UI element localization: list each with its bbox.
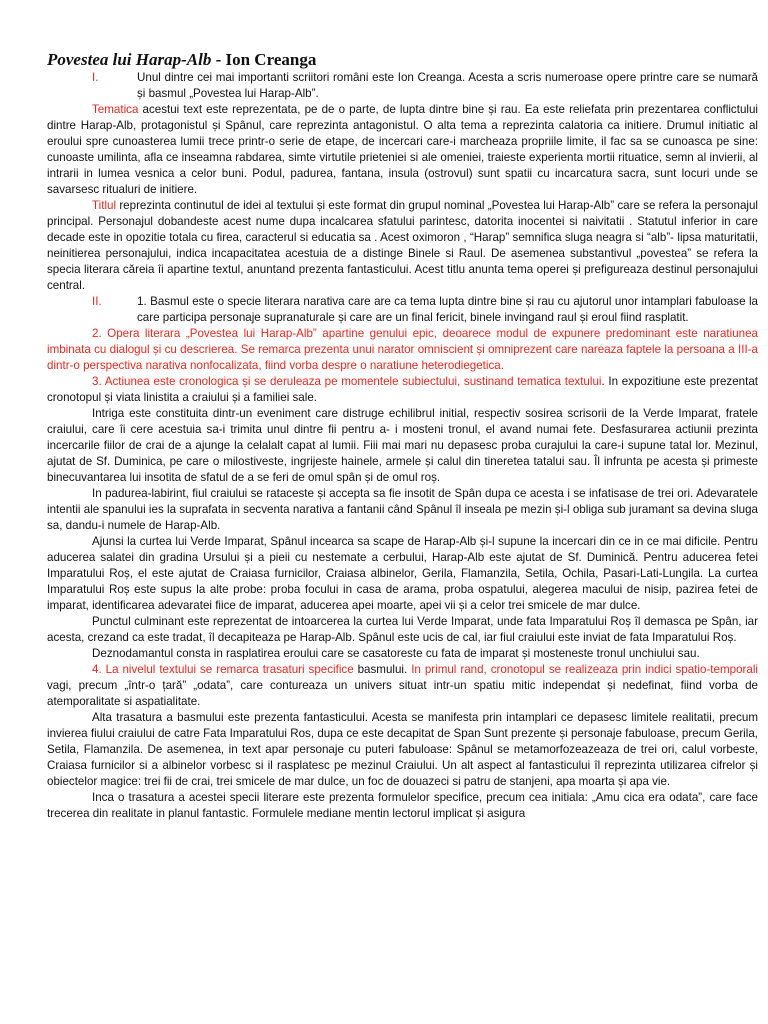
paragraph-actiunea xyxy=(47,374,758,406)
paragraph-fantastic xyxy=(47,710,758,790)
title-work: Povestea lui Harap-Alb xyxy=(47,50,212,69)
title-author: - Ion Creanga xyxy=(211,50,317,69)
paragraph-text: vagi, precum „într-o țară” „odata”, care contureaza un univers situat intr-un spatiu mitic independat și nedefinat, fiind vorba de atemporalitate si aspatialitate. xyxy=(47,679,758,708)
document-title xyxy=(47,50,758,70)
highlight-text: 2. Opera literara „Povestea lui Harap-Alb” apartine genului epic, deoarece modul de expunere predominant este naratiunea imbinata cu dialogul și cu descrierea. Se remarca prezenta unui narator omniscient și omniprezent care nareaza faptele la persoana a III-a dintr-o perspectiva narativa nonfocalizata, fiind vorba despre o naratiune heterodiegetica. xyxy=(47,327,758,372)
paragraph-incercari xyxy=(47,534,758,614)
paragraph-genre xyxy=(47,326,758,374)
paragraph-text: reprezinta continutul de idei al textului și este format din grupul nominal „Povestea lui Harap-Alb” care se refera la personajul principal. Personajul dobandeste acest nume dupa incalcarea sfatului parintesc, datorita inocentei si naivitatii . Statutul inferior in care decade este in opozitie totala cu firea, caracterul si educatia sa . Acest oximoron , “Harap” semnifica sluga neagra si “alb”- lipsa maturitatii, neinitierea personajului, indica incapacitatea acestuia de a distinge Binele si Raul. De asemenea substantivul „povestea” se refera la specia literara căreia îi apartine textul, anuntand prezenta fantasticului. Acest titlu anunta tema operei și prefigureaza destinul personajului central. xyxy=(47,199,758,292)
section-number: II. xyxy=(92,295,102,308)
highlight-text: 3. Actiunea este cronologica și se deruleaza pe momentele subiectului, sustinand tematica textului xyxy=(92,375,602,388)
paragraph-punct-culminant xyxy=(47,614,758,646)
section-number: I. xyxy=(92,71,99,84)
paragraph-section-1 xyxy=(47,70,758,102)
paragraph-text: Deznodamantul consta in rasplatirea eroului care se casatoreste cu fata de imparat și mosteneste tronul unchiului sau. xyxy=(92,647,700,660)
paragraph-section-2 xyxy=(47,294,758,326)
paragraph-intriga xyxy=(47,406,758,486)
highlight-text: In primul rand, cronotopul se realizeaza prin indici spatio-temporali xyxy=(411,663,758,676)
paragraph-text: Alta trasatura a basmului este prezenta fantasticului. Acesta se manifesta prin intamplari ce depasesc limitele realitatii, precum invierea fiului craiului de catre Fata Imparatului Ros, dupa ce este decapitat de Span Sunt prezente și personaje fabuloase, precum Gerila, Setila, Flamanzila. De asemenea, in text apar personaje cu puteri fabuloase: Spânul se metamorfozeazeaza de trei ori, calul vorbeste, Craiasa furnicilor si a albinelor vorbesc si il rasplatesc pe mezinul Craiului. Un alt aspect al fantasticului îl reprezinta utilizarea cifrelor și obiectelor magice: trei fii de crai, trei smicele de mar dulce, un foc de douazeci si patru de stanjeni, apa moarta și apa vie. xyxy=(47,711,758,788)
paragraph-text: Unul dintre cei mai importanti scriitori români este Ion Creanga. Acesta a scris numeroase opere printre care se numară și basmul „Povestea lui Harap-Alb”. xyxy=(137,71,758,100)
paragraph-formule xyxy=(47,790,758,822)
paragraph-titlul xyxy=(47,198,758,294)
paragraph-deznodamant xyxy=(47,646,758,662)
paragraph-text: Punctul culminant este reprezentat de intoarcerea la curtea lui Verde Imparat, unde fata Imparatului Roș îl demasca pe Spân, iar acesta, crezand ca este tradat, îl decapiteaza pe Harap-Alb. Spânul este ucis de cal, iar fiul craiului este inviat de fata Imparatului Roș. xyxy=(47,615,758,644)
paragraph-text: Intriga este constituita dintr-un eveniment care distruge echilibrul initial, respectiv sosirea scrisorii de la Verde Imparat, fratele craiului, care îi cere acestuia sa-i trimita unul dintre fii pentru a- i mosteni tronul, el avand numai fete. Desfasurarea actiunii prezinta incercarile fiilor de crai de a ajunge la celalalt capat al lumii. Fiii mai mari nu depasesc proba curajului la care-i supune tatal lor. Mezinul, ajutat de Sf. Duminica, pe care o milostiveste, ingrijeste hainele, armele și calul din tineretea tatalui sau. Îl infrunta pe acesta și primeste binecuvantarea lui insotita de sfatul de a se feri de omul spân și de omul roș. xyxy=(47,407,758,484)
paragraph-tematica xyxy=(47,102,758,198)
paragraph-text: 1. Basmul este o specie literara narativa care are ca tema lupta dintre bine și rau cu ajutorul unor intamplari fabuloase la care participa personaje supranaturale și care are un final fericit, binele invingand raul și eroul fiind rasplatit. xyxy=(137,295,758,324)
paragraph-text: Inca o trasatura a acestei specii literare este prezenta formulelor specifice, precum cea initiala: „Amu cica era odata”, care face trecerea din realitate in planul fantastic. Formulele mediane mentin lectorul implicat și asigura xyxy=(47,791,758,820)
highlight-text: 4. La nivelul textului se remarca trasaturi specifice xyxy=(92,663,354,676)
paragraph-text: acestui text este reprezentata, pe de o parte, de lupta dintre bine și rau. Ea este reliefata prin prezentarea conflictului dintre Harap-Alb, protagonistul și Spânul, care reprezinta antagonistul. O alta tema a reprezinta calatoria ca initiere. Drumul initiatic al eroului spre cunoasterea lumii trece printr-o serie de etape, de incercari care-i marcheaza propriile limite, il fac sa se cunoasca pe sine: cunoaste umilinta, afla ce inseamna rabdarea, simte virtutile prieteniei si ale omeniei, traieste experienta mortii rituatice, semn al invierii, al intrarii in lumea vesnica a celor buni. Podul, padurea, fantana, insula (ostrovul) sunt spatii cu incarcatura sacra, sunt locuri unde se savarsesc ritualuri de initiere. xyxy=(47,103,758,196)
paragraph-text: . In expozitiune este prezentat cronotopul și viata linistita a craiului și a familiei sale. xyxy=(47,375,758,404)
paragraph-trasaturi xyxy=(47,662,758,710)
paragraph-text: In padurea-labirint, fiul craiului se rataceste și accepta sa fie insotit de Spân dupa ce acesta i se infatisase de trei ori. Adevaratele intentii ale spanului ies la suprafata in secventa narativa a fantanii când Spânul îl inseala pe mezin și-l obliga sub juramant sa devina sluga sa, dandu-i numele de Harap-Alb. xyxy=(47,487,758,532)
highlight-term: Titlul xyxy=(92,199,117,212)
paragraph-text: basmului. xyxy=(353,663,412,676)
paragraph-text: Ajunsi la curtea lui Verde Imparat, Spânul incearca sa scape de Harap-Alb și-l supune la incercari din ce in ce mai dificile. Pentru aducerea salatei din gradina Ursului și a pieii cu nestemate a cerbului, Harap-Alb este ajutat de Sf. Duminică. Pentru aducerea fetei Imparatului Roș, el este ajutat de Craiasa furnicilor, Craiasa albinelor, Gerila, Flamanzila, Setila, Ochila, Pasari-Lati-Lungila. La curtea Imparatului Roș este supus la alte probe: proba focului in casa de arama, proba ospatului, alegerea macului de nisip, pazirea fetei de imparat, identificarea adevaratei fiice de imparat, aducerea apei moarte, apei vii și a celor trei smicele de mar dulce. xyxy=(47,535,758,612)
highlight-term: Tematica xyxy=(92,103,139,116)
paragraph-padurea xyxy=(47,486,758,534)
